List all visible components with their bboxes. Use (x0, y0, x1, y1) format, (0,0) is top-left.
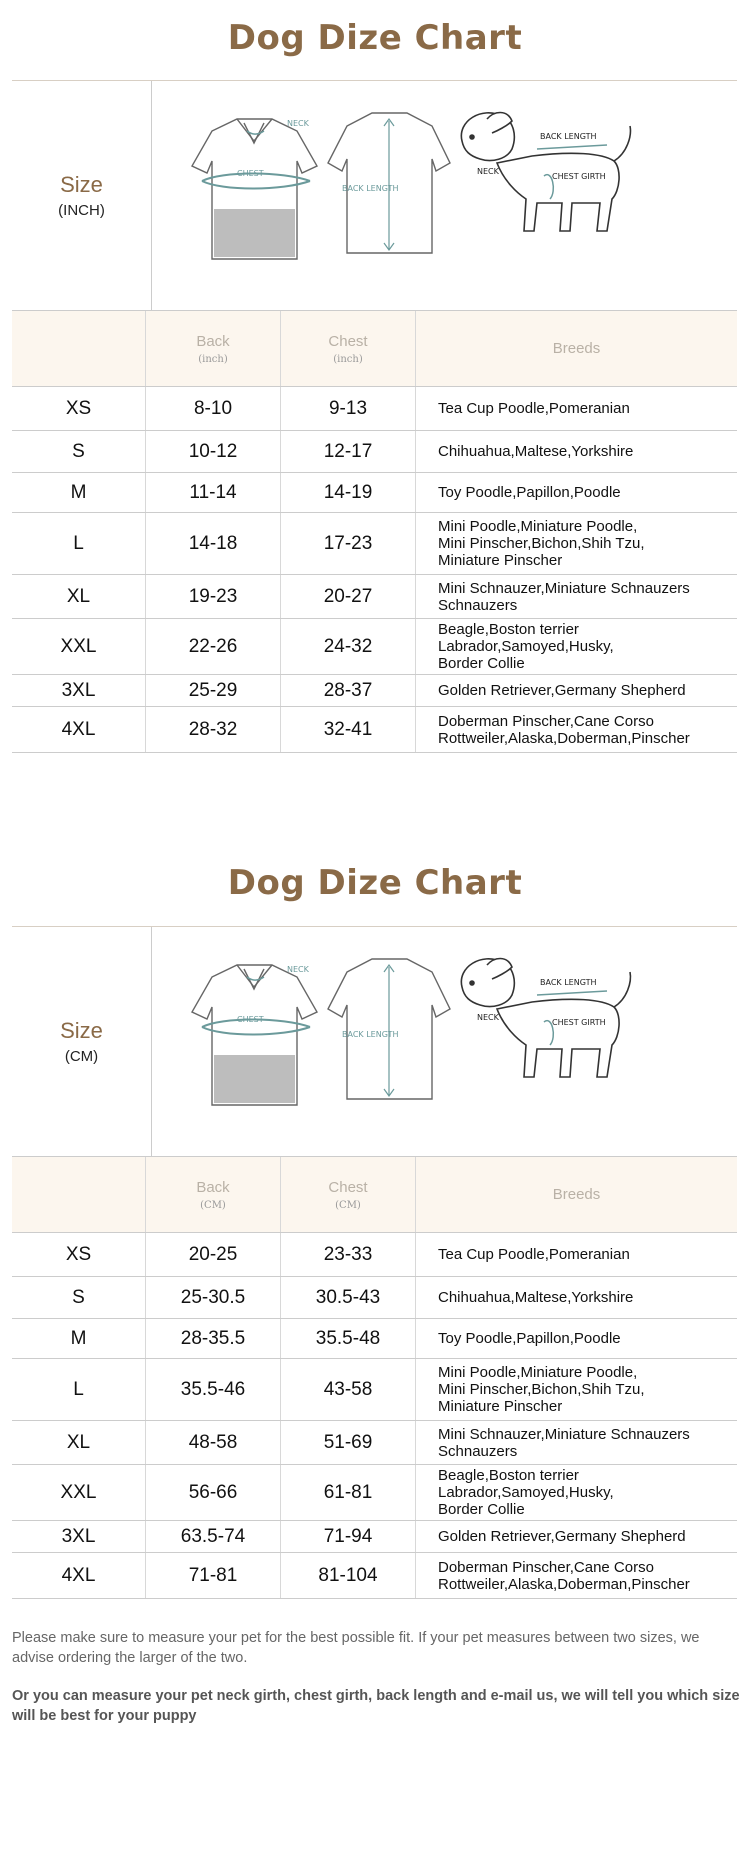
back-cell: 14-18 (146, 513, 281, 574)
table-row (12, 431, 737, 473)
column-headers (12, 1157, 737, 1233)
back-cell: 35.5-46 (146, 1359, 281, 1420)
breed-line: Beagle,Boston terrier (438, 1467, 579, 1484)
back-cell: 10-12 (146, 431, 281, 472)
size-cell: XXL (12, 1465, 146, 1520)
size-label-cell (12, 927, 152, 1156)
size-label-cell (12, 81, 152, 310)
size-cell: XL (12, 575, 146, 618)
column-header-chest (281, 1157, 416, 1232)
breeds-cell (416, 387, 737, 430)
breeds-cell (416, 473, 737, 512)
back-cell: 71-81 (146, 1553, 281, 1598)
measurement-illustration (152, 81, 737, 310)
column-header-breeds (416, 1157, 737, 1232)
table-row (12, 707, 737, 753)
breed-line: Rottweiler,Alaska,Doberman,Pinscher (438, 1575, 690, 1593)
table-row (12, 1319, 737, 1359)
neck-dog-label: NECK (477, 1013, 499, 1022)
breed-line: Schnauzers (438, 596, 518, 614)
column-headers (12, 311, 737, 387)
breed-line: Mini Pinscher,Bichon,Shih Tzu, (438, 1381, 645, 1398)
size-cell: L (12, 1359, 146, 1420)
breed-line: Golden Retriever,Germany Shepherd (438, 1528, 686, 1545)
breeds-cell (416, 1521, 737, 1552)
garment-and-dog-illustration (152, 81, 737, 311)
breeds-cell (416, 707, 737, 752)
table-row (12, 1553, 737, 1599)
measurement-illustration (152, 927, 737, 1156)
neck-label: NECK (287, 965, 309, 974)
breed-line: Border Collie (438, 655, 525, 672)
breed-line: Mini Schnauzer,Miniature Schnauzers (438, 1425, 690, 1443)
back-length-label: BACK LENGTH (342, 184, 399, 193)
back-cell: 8-10 (146, 387, 281, 430)
breeds-cell (416, 1319, 737, 1358)
chest-unit-label: (CM) (335, 1199, 361, 1211)
size-cell: XS (12, 387, 146, 430)
back-length-arrow (537, 145, 607, 149)
breed-line: Golden Retriever,Germany Shepherd (438, 682, 686, 699)
chest-cell: 23-33 (281, 1233, 416, 1276)
breeds-cell (416, 675, 737, 706)
column-header-back (146, 311, 281, 386)
chest-cell: 81-104 (281, 1553, 416, 1598)
back-length-label: BACK LENGTH (342, 1030, 399, 1039)
back-length-dog-label: BACK LENGTH (540, 132, 597, 141)
chest-cell: 9-13 (281, 387, 416, 430)
chest-cell: 24-32 (281, 619, 416, 674)
size-table (12, 80, 737, 753)
back-header-label: Back (196, 1178, 230, 1196)
chest-cell: 12-17 (281, 431, 416, 472)
breed-line: Beagle,Boston terrier (438, 621, 579, 638)
size-label: Size (60, 1018, 103, 1043)
back-cell: 28-32 (146, 707, 281, 752)
back-cell: 25-29 (146, 675, 281, 706)
size-cell: XL (12, 1421, 146, 1464)
breed-line: Labrador,Samoyed,Husky, (438, 638, 614, 655)
chart-title: Dog Dize Chart (227, 863, 523, 903)
back-cell: 28-35.5 (146, 1319, 281, 1358)
table-row (12, 1421, 737, 1465)
breeds-header-label: Breeds (552, 1186, 601, 1203)
size-cell: M (12, 1319, 146, 1358)
table-body (12, 1233, 737, 1599)
breed-line: Doberman Pinscher,Cane Corso (438, 712, 654, 730)
back-unit-label: (inch) (198, 353, 228, 365)
table-row (12, 513, 737, 575)
column-header-back (146, 1157, 281, 1232)
size-cell: 3XL (12, 675, 146, 706)
size-cell: XS (12, 1233, 146, 1276)
chest-girth-label: CHEST GIRTH (552, 1018, 606, 1027)
back-cell: 19-23 (146, 575, 281, 618)
table-row (12, 387, 737, 431)
back-header-label: Back (196, 332, 230, 350)
back-cell: 48-58 (146, 1421, 281, 1464)
shirt-back-icon (328, 113, 450, 253)
breed-line: Tea Cup Poodle,Pomeranian (438, 400, 630, 417)
breeds-cell (416, 1465, 737, 1520)
back-cell: 11-14 (146, 473, 281, 512)
chest-unit-label: (inch) (333, 353, 363, 365)
breed-line: Schnauzers (438, 1442, 518, 1460)
chest-cell: 32-41 (281, 707, 416, 752)
breeds-cell (416, 1233, 737, 1276)
breeds-cell (416, 1553, 737, 1598)
table-header (12, 927, 737, 1157)
shirt-front-icon (192, 119, 317, 259)
breed-line: Chihuahua,Maltese,Yorkshire (438, 1289, 634, 1306)
shirt-back-icon (328, 959, 450, 1099)
size-cell: 4XL (12, 707, 146, 752)
breed-line: Labrador,Samoyed,Husky, (438, 1484, 614, 1501)
back-cell: 20-25 (146, 1233, 281, 1276)
back-length-dog-label: BACK LENGTH (540, 978, 597, 987)
breed-line: Mini Pinscher,Bichon,Shih Tzu, (438, 535, 645, 552)
unit-label: (INCH) (58, 202, 105, 219)
breeds-cell (416, 575, 737, 618)
breed-line: Toy Poodle,Papillon,Poodle (438, 484, 621, 501)
table-row (12, 1359, 737, 1421)
chest-label: CHEST (237, 169, 264, 178)
breed-line: Doberman Pinscher,Cane Corso (438, 1558, 654, 1576)
chest-label: CHEST (237, 1015, 264, 1024)
table-row (12, 1233, 737, 1277)
table-header (12, 81, 737, 311)
breed-line: Miniature Pinscher (438, 1398, 563, 1415)
size-cell: 4XL (12, 1553, 146, 1598)
breed-line: Miniature Pinscher (438, 552, 563, 569)
chest-cell: 71-94 (281, 1521, 416, 1552)
chest-cell: 14-19 (281, 473, 416, 512)
unit-label: (CM) (64, 1048, 99, 1065)
breeds-cell (416, 1277, 737, 1318)
chest-girth-label: CHEST GIRTH (552, 172, 606, 181)
column-header-size (12, 1157, 146, 1232)
size-cell: M (12, 473, 146, 512)
back-length-arrow (537, 991, 607, 995)
breeds-cell (416, 513, 737, 574)
breeds-cell (416, 431, 737, 472)
back-unit-label: (CM) (200, 1199, 226, 1211)
breeds-cell (416, 1421, 737, 1464)
breed-line: Mini Poodle,Miniature Poodle, (438, 518, 638, 535)
breed-line: Tea Cup Poodle,Pomeranian (438, 1246, 630, 1263)
table-row (12, 1465, 737, 1521)
size-cell: S (12, 431, 146, 472)
chest-cell: 61-81 (281, 1465, 416, 1520)
size-cell: L (12, 513, 146, 574)
garment-and-dog-illustration (152, 927, 737, 1157)
shirt-front-icon (192, 965, 317, 1105)
chest-cell: 28-37 (281, 675, 416, 706)
table-row (12, 619, 737, 675)
table-body (12, 387, 737, 753)
column-header-chest (281, 311, 416, 386)
breeds-cell (416, 619, 737, 674)
chest-cell: 35.5-48 (281, 1319, 416, 1358)
table-row (12, 675, 737, 707)
table-row (12, 473, 737, 513)
back-cell: 25-30.5 (146, 1277, 281, 1318)
chart-title: Dog Dize Chart (227, 18, 523, 58)
back-cell: 56-66 (146, 1465, 281, 1520)
neck-label: NECK (287, 119, 309, 128)
breed-line: Rottweiler,Alaska,Doberman,Pinscher (438, 729, 690, 747)
chest-cell: 20-27 (281, 575, 416, 618)
size-cell: S (12, 1277, 146, 1318)
size-label: Size (60, 172, 103, 197)
breeds-cell (416, 1359, 737, 1420)
breed-line: Mini Poodle,Miniature Poodle, (438, 1364, 638, 1381)
back-cell: 63.5-74 (146, 1521, 281, 1552)
size-cell: 3XL (12, 1521, 146, 1552)
size-table (12, 926, 737, 1599)
breed-line: Chihuahua,Maltese,Yorkshire (438, 443, 634, 460)
chest-cell: 43-58 (281, 1359, 416, 1420)
breed-line: Border Collie (438, 1501, 525, 1518)
chest-cell: 51-69 (281, 1421, 416, 1464)
chest-cell: 30.5-43 (281, 1277, 416, 1318)
size-cell: XXL (12, 619, 146, 674)
chest-header-label: Chest (328, 1178, 368, 1196)
breed-line: Toy Poodle,Papillon,Poodle (438, 1330, 621, 1347)
column-header-size (12, 311, 146, 386)
table-row (12, 575, 737, 619)
table-row (12, 1277, 737, 1319)
breed-line: Mini Schnauzer,Miniature Schnauzers (438, 579, 690, 597)
column-header-breeds (416, 311, 737, 386)
table-row (12, 1521, 737, 1553)
neck-dog-label: NECK (477, 167, 499, 176)
fit-advice-note: Please make sure to measure your pet for the best possible fit. If your pet measures between two sizes, we advise ordering the larger of the two. (12, 1630, 700, 1666)
breeds-header-label: Breeds (552, 340, 601, 357)
back-cell: 22-26 (146, 619, 281, 674)
chest-header-label: Chest (328, 332, 368, 350)
contact-note: Or you can measure your pet neck girth, chest girth, back length and e-mail us, we will tell you which size will be best for your puppy (12, 1688, 740, 1724)
chest-cell: 17-23 (281, 513, 416, 574)
